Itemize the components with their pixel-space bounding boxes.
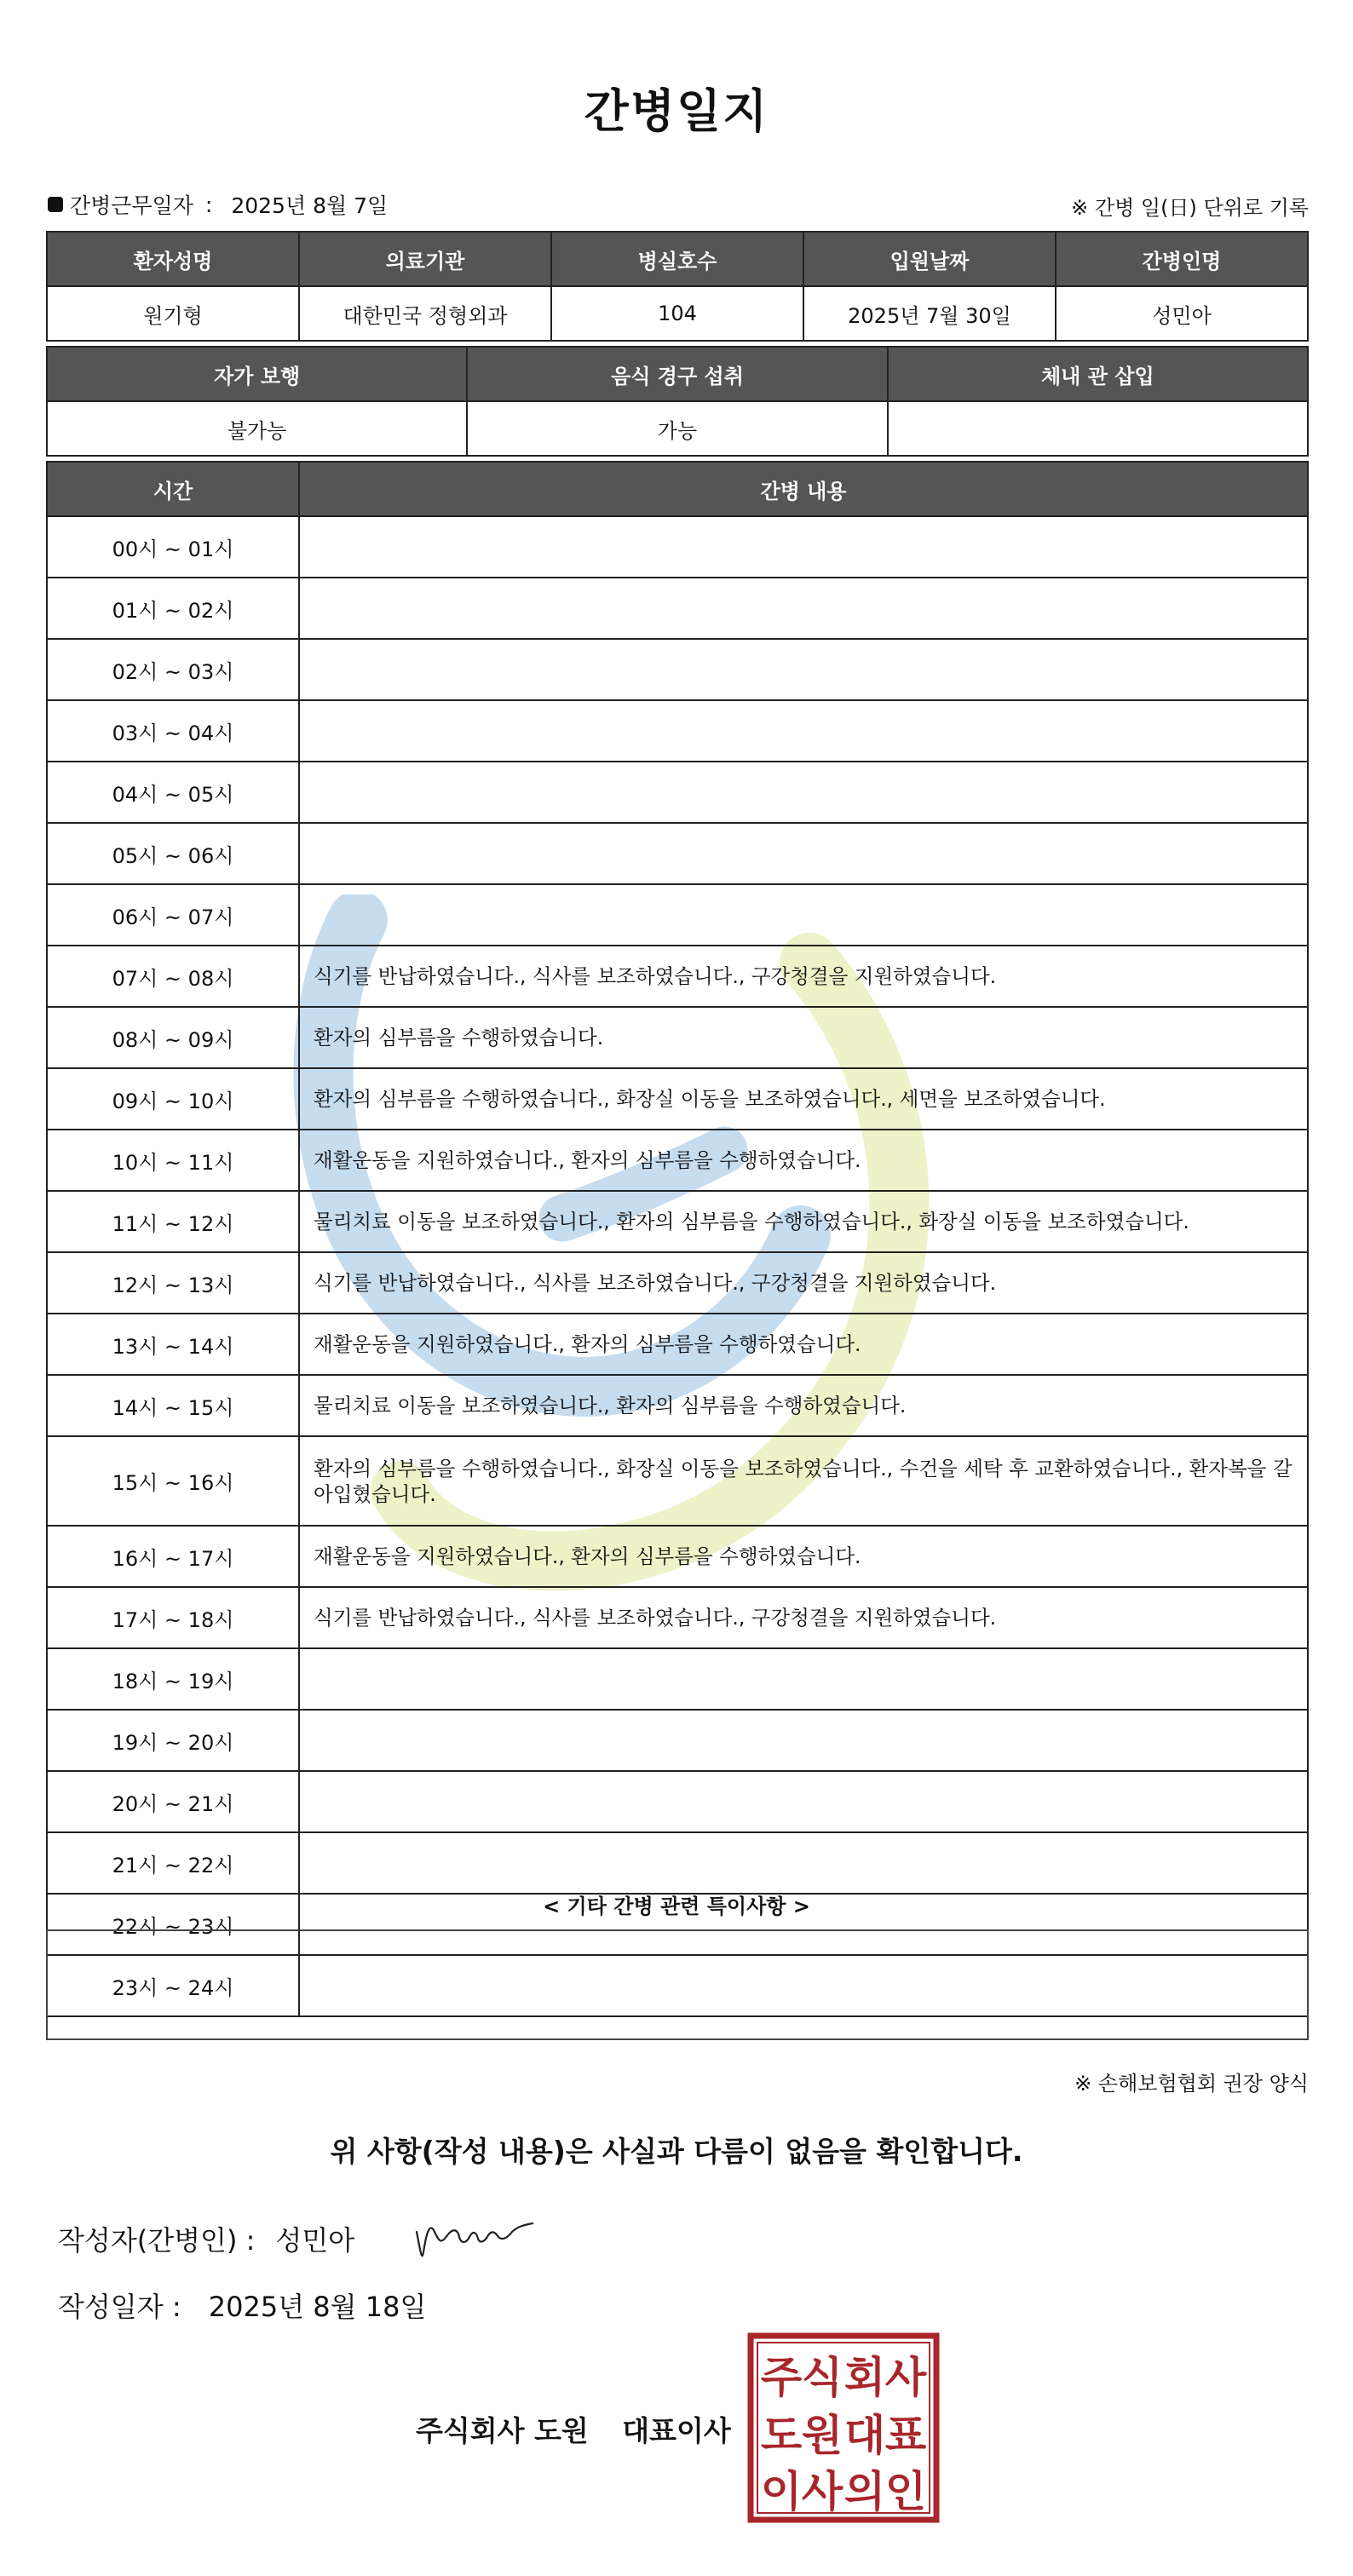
log-row bbox=[47, 578, 1308, 639]
log-content-cell bbox=[299, 823, 1308, 884]
log-row bbox=[47, 700, 1308, 762]
special-notes-box bbox=[46, 1929, 1309, 2040]
care-log-table bbox=[46, 461, 1309, 2017]
caregiver-name: 성민아 bbox=[1056, 286, 1308, 341]
log-row bbox=[47, 884, 1308, 946]
header-hospital: 의료기관 bbox=[299, 232, 551, 286]
log-content-cell bbox=[299, 1832, 1308, 1894]
log-row bbox=[47, 1436, 1308, 1526]
log-content-cell: 물리치료 이동을 보조하였습니다., 환자의 심부름을 수행하였습니다., 화장실 이동을 보조하였습니다. bbox=[299, 1191, 1308, 1252]
written-date-label: 작성일자 : bbox=[58, 2291, 181, 2323]
log-content-cell bbox=[299, 762, 1308, 823]
header-oral-intake: 음식 경구 섭취 bbox=[467, 347, 887, 401]
seal-character: 원 bbox=[801, 2411, 843, 2460]
header-admission-date: 입원날짜 bbox=[803, 232, 1056, 286]
log-row bbox=[47, 1710, 1308, 1771]
seal-character: 식 bbox=[801, 2353, 843, 2402]
log-row bbox=[47, 516, 1308, 578]
header-care-content: 간병 내용 bbox=[299, 462, 1308, 516]
patient-info-table bbox=[46, 231, 1309, 342]
writer-label: 작성자(간병인) : bbox=[58, 2224, 256, 2257]
writer-row bbox=[58, 2219, 354, 2258]
log-content-cell: 환자의 심부름을 수행하였습니다., 화장실 이동을 보조하였습니다., 세면을 보조하였습니다. bbox=[299, 1068, 1308, 1130]
seal-character: 인 bbox=[884, 2467, 927, 2516]
log-time-cell: 21시 ~ 22시 bbox=[47, 1832, 299, 1894]
tube-insertion-value bbox=[888, 401, 1308, 456]
company-name: 주식회사 도원 bbox=[416, 2414, 589, 2447]
seal-character: 주 bbox=[760, 2353, 803, 2402]
seal-character: 회 bbox=[843, 2353, 886, 2402]
log-time-cell: 08시 ~ 09시 bbox=[47, 1007, 299, 1068]
log-content-cell: 재활운동을 지원하였습니다., 환자의 심부름을 수행하였습니다. bbox=[299, 1314, 1308, 1375]
log-time-cell: 09시 ~ 10시 bbox=[47, 1068, 299, 1130]
log-content-cell: 식기를 반납하였습니다., 식사를 보조하였습니다., 구강청결을 지원하였습니다. bbox=[299, 946, 1308, 1007]
confirmation-statement: 위 사항(작성 내용)은 사실과 다름이 없음을 확인합니다. bbox=[330, 2135, 1023, 2168]
writer-name: 성민아 bbox=[275, 2224, 355, 2257]
log-time-cell: 14시 ~ 15시 bbox=[47, 1375, 299, 1436]
log-row bbox=[47, 1587, 1308, 1648]
log-time-cell: 05시 ~ 06시 bbox=[47, 823, 299, 884]
header-self-walking: 자가 보행 bbox=[47, 347, 467, 401]
log-time-cell: 23시 ~ 24시 bbox=[47, 1955, 299, 2016]
patient-value-row bbox=[47, 286, 1308, 341]
header-time: 시간 bbox=[47, 462, 299, 516]
log-row bbox=[47, 1648, 1308, 1710]
log-header-row bbox=[47, 462, 1308, 516]
log-row bbox=[47, 823, 1308, 884]
work-date-row bbox=[48, 189, 388, 220]
header-tube-insertion: 체내 관 삽입 bbox=[888, 347, 1308, 401]
log-content-cell bbox=[299, 884, 1308, 946]
log-time-cell: 04시 ~ 05시 bbox=[47, 762, 299, 823]
company-signature-line bbox=[416, 2409, 731, 2449]
log-row bbox=[47, 1007, 1308, 1068]
log-content-cell bbox=[299, 578, 1308, 639]
log-content-cell: 물리치료 이동을 보조하였습니다., 환자의 심부름을 수행하였습니다. bbox=[299, 1375, 1308, 1436]
written-date-row bbox=[58, 2286, 426, 2325]
form-recommendation-note: ※ 손해보험협회 권장 양식 bbox=[1074, 2072, 1309, 2096]
log-time-cell: 22시 ~ 23시 bbox=[47, 1894, 299, 1955]
seal-character: 이 bbox=[760, 2467, 803, 2516]
header-caregiver-name: 간병인명 bbox=[1056, 232, 1308, 286]
log-row bbox=[47, 639, 1308, 700]
log-content-cell: 식기를 반납하였습니다., 식사를 보조하였습니다., 구강청결을 지원하였습니다. bbox=[299, 1587, 1308, 1648]
log-time-cell: 06시 ~ 07시 bbox=[47, 884, 299, 946]
log-time-cell: 11시 ~ 12시 bbox=[47, 1191, 299, 1252]
log-content-cell: 환자의 심부름을 수행하였습니다. bbox=[299, 1007, 1308, 1068]
log-content-cell bbox=[299, 1771, 1308, 1832]
work-date-label: 간병근무일자 bbox=[70, 193, 193, 218]
work-date-value: 2025년 8월 7일 bbox=[231, 193, 389, 218]
log-content-cell: 재활운동을 지원하였습니다., 환자의 심부름을 수행하였습니다. bbox=[299, 1526, 1308, 1587]
log-content-cell: 재활운동을 지원하였습니다., 환자의 심부름을 수행하였습니다. bbox=[299, 1130, 1308, 1191]
admission-date: 2025년 7월 30일 bbox=[803, 286, 1056, 341]
oral-intake-value: 가능 bbox=[467, 401, 887, 456]
seal-character: 사 bbox=[884, 2353, 927, 2402]
header-patient-name: 환자성명 bbox=[47, 232, 299, 286]
log-time-cell: 16시 ~ 17시 bbox=[47, 1526, 299, 1587]
log-time-cell: 20시 ~ 21시 bbox=[47, 1771, 299, 1832]
patient-name: 원기형 bbox=[47, 286, 299, 341]
log-row bbox=[47, 946, 1308, 1007]
log-time-cell: 02시 ~ 03시 bbox=[47, 639, 299, 700]
log-time-cell: 17시 ~ 18시 bbox=[47, 1587, 299, 1648]
log-row bbox=[47, 1526, 1308, 1587]
handwritten-signature bbox=[413, 2206, 541, 2266]
log-content-cell bbox=[299, 639, 1308, 700]
log-body bbox=[47, 516, 1308, 2016]
log-time-cell: 19시 ~ 20시 bbox=[47, 1710, 299, 1771]
log-content-cell bbox=[299, 700, 1308, 762]
log-row bbox=[47, 1314, 1308, 1375]
status-value-row bbox=[47, 401, 1308, 456]
patient-status-table bbox=[46, 346, 1309, 457]
work-date-separator: : bbox=[204, 192, 213, 217]
seal-character: 의 bbox=[843, 2467, 886, 2516]
seal-character: 표 bbox=[884, 2411, 927, 2460]
log-row bbox=[47, 1130, 1308, 1191]
seal-character: 대 bbox=[843, 2411, 886, 2460]
log-time-cell: 12시 ~ 13시 bbox=[47, 1252, 299, 1314]
log-time-cell: 13시 ~ 14시 bbox=[47, 1314, 299, 1375]
log-time-cell: 15시 ~ 16시 bbox=[47, 1436, 299, 1526]
header-room: 병실호수 bbox=[551, 232, 803, 286]
status-header-row bbox=[47, 347, 1308, 401]
hospital-name: 대한민국 정형외과 bbox=[299, 286, 551, 341]
patient-header-row bbox=[47, 232, 1308, 286]
log-content-cell bbox=[299, 516, 1308, 578]
log-row bbox=[47, 762, 1308, 823]
log-time-cell: 18시 ~ 19시 bbox=[47, 1648, 299, 1710]
log-row bbox=[47, 1375, 1308, 1436]
seal-character: 사 bbox=[801, 2467, 843, 2516]
seal-character: 도 bbox=[760, 2411, 803, 2460]
self-walking-value: 불가능 bbox=[47, 401, 467, 456]
ceo-title: 대표이사 bbox=[622, 2414, 731, 2447]
written-date-value: 2025년 8월 18일 bbox=[208, 2291, 427, 2323]
log-time-cell: 01시 ~ 02시 bbox=[47, 578, 299, 639]
special-notes-title: < 기타 간병 관련 특이사항 > bbox=[543, 1895, 810, 1918]
log-row bbox=[47, 1191, 1308, 1252]
company-seal-stamp bbox=[747, 2332, 940, 2523]
record-unit-note: ※ 간병 일(日) 단위로 기록 bbox=[1071, 196, 1309, 220]
log-time-cell: 07시 ~ 08시 bbox=[47, 946, 299, 1007]
log-time-cell: 00시 ~ 01시 bbox=[47, 516, 299, 578]
bullet-square-icon bbox=[48, 197, 63, 212]
log-content-cell bbox=[299, 1648, 1308, 1710]
log-row bbox=[47, 1068, 1308, 1130]
log-row bbox=[47, 1252, 1308, 1314]
log-time-cell: 03시 ~ 04시 bbox=[47, 700, 299, 762]
log-row bbox=[47, 1771, 1308, 1832]
page-title: 간병일지 bbox=[584, 84, 769, 138]
room-number: 104 bbox=[551, 286, 803, 341]
log-content-cell: 환자의 심부름을 수행하였습니다., 화장실 이동을 보조하였습니다., 수건을 세탁 후 교환하였습니다., 환자복을 갈아입혔습니다. bbox=[299, 1436, 1308, 1526]
log-content-cell bbox=[299, 1710, 1308, 1771]
log-time-cell: 10시 ~ 11시 bbox=[47, 1130, 299, 1191]
log-content-cell: 식기를 반납하였습니다., 식사를 보조하였습니다., 구강청결을 지원하였습니다. bbox=[299, 1252, 1308, 1314]
log-row bbox=[47, 1832, 1308, 1894]
